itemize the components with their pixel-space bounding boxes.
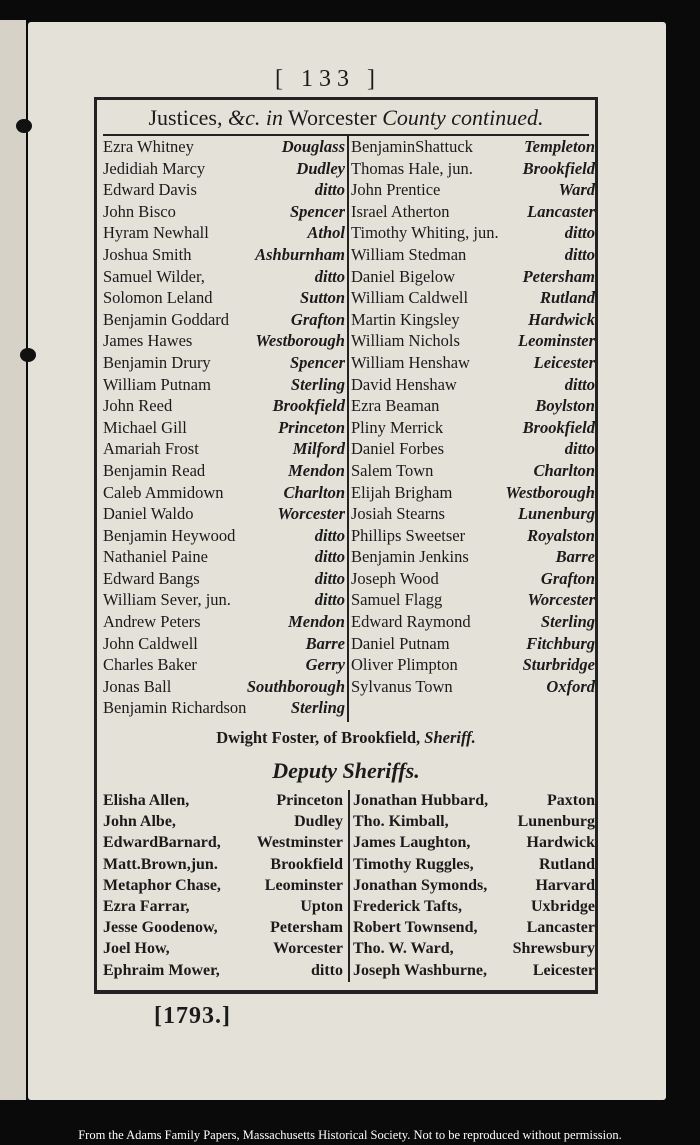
justice-entry: [351, 633, 595, 655]
town-name: Princeton: [276, 792, 343, 809]
person-name: Sylvanus Town: [351, 676, 453, 696]
justice-entry: [103, 201, 345, 223]
person-name: Daniel Putnam: [351, 633, 450, 653]
justice-entry: [351, 654, 595, 676]
person-name: Pliny Merrick: [351, 417, 444, 437]
deputy-entry: [103, 938, 343, 959]
column-divider: [348, 790, 350, 982]
heading-lead: Justices,: [148, 105, 228, 130]
justice-entry: [103, 568, 345, 590]
person-name: John Caldwell: [103, 633, 198, 653]
town-name: Leicester: [533, 352, 595, 372]
town-name: Sterling: [290, 698, 345, 718]
person-name: Ezra Beaman: [351, 396, 440, 416]
justice-entry: [351, 244, 595, 266]
person-name: Jonathan Hubbard,: [353, 792, 489, 809]
person-name: William Putnam: [103, 374, 211, 394]
justice-entry: [351, 676, 595, 698]
town-name: Westborough: [505, 482, 595, 502]
justice-entry: [103, 352, 345, 374]
town-name: Brookfield: [270, 855, 343, 873]
person-name: Martin Kingsley: [351, 309, 460, 329]
town-name: ditto: [314, 547, 345, 567]
person-name: Nathaniel Paine: [103, 547, 208, 567]
person-name: Jonathan Symonds,: [353, 876, 488, 894]
person-name: Benjamin Jenkins: [351, 547, 469, 567]
heading-tail: County continued.: [382, 105, 544, 130]
town-name: Ward: [558, 180, 595, 200]
justice-entry: [103, 589, 345, 611]
town-name: Lancaster: [526, 919, 595, 937]
town-name: Charlton: [283, 482, 345, 502]
person-name: William Caldwell: [351, 288, 469, 308]
person-name: William Stedman: [351, 244, 467, 264]
justice-entry: [103, 330, 345, 352]
justice-entry: [103, 460, 345, 482]
deputies-right-column: [353, 790, 595, 981]
person-name: Elisha Allen,: [103, 792, 190, 809]
person-name: Israel Atherton: [351, 201, 450, 221]
town-name: Sutton: [300, 288, 345, 308]
town-name: Douglass: [281, 137, 345, 156]
justice-entry: [351, 309, 595, 331]
person-name: David Henshaw: [351, 374, 457, 394]
town-name: ditto: [564, 244, 595, 264]
town-name: Hardwick: [526, 834, 595, 852]
person-name: Benjamin Drury: [103, 352, 211, 372]
justice-entry: [103, 482, 345, 504]
adjacent-page-edge: [0, 20, 26, 1100]
binding-hole: [20, 348, 36, 362]
person-name: Edward Davis: [103, 180, 197, 200]
person-name: Charles Baker: [103, 655, 197, 675]
justice-entry: [103, 438, 345, 460]
person-name: Ezra Whitney: [103, 137, 194, 156]
column-divider: [347, 136, 349, 722]
justice-entry: [103, 158, 345, 180]
person-name: Josiah Stearns: [351, 504, 445, 524]
justices-left-column: [103, 136, 345, 719]
town-name: Barre: [305, 633, 345, 653]
person-name: John Reed: [103, 396, 173, 416]
deputy-entry: [353, 811, 595, 832]
person-name: William Henshaw: [351, 352, 470, 372]
town-name: Milford: [292, 439, 345, 459]
town-name: Lancaster: [527, 201, 595, 221]
deputy-entry: [103, 960, 343, 981]
deputy-entry: [353, 896, 595, 917]
person-name: Benjamin Heywood: [103, 525, 236, 545]
justice-entry: [103, 654, 345, 676]
person-name: John Albe,: [103, 813, 176, 831]
town-name: ditto: [314, 568, 345, 588]
deputy-entry: [103, 854, 343, 875]
deputy-entry: [353, 854, 595, 875]
town-name: Paxton: [547, 792, 595, 809]
town-name: Gerry: [305, 655, 345, 675]
justice-entry: [351, 374, 595, 396]
justice-entry: [351, 546, 595, 568]
town-name: Dudley: [294, 813, 343, 831]
person-name: Elijah Brigham: [351, 482, 453, 502]
deputy-entry: [353, 938, 595, 959]
person-name: Oliver Plimpton: [351, 655, 458, 675]
town-name: ditto: [564, 439, 595, 459]
justice-entry: [351, 136, 595, 158]
town-name: Shrewsbury: [512, 940, 595, 958]
person-name: Andrew Peters: [103, 612, 201, 632]
deputy-entry: [103, 790, 343, 811]
deputy-entry: [103, 896, 343, 917]
register-frame: [94, 97, 598, 994]
person-name: Joseph Wood: [351, 568, 439, 588]
town-name: Spencer: [290, 201, 345, 221]
person-name: Joseph Washburne,: [353, 961, 487, 979]
justice-entry: [103, 525, 345, 547]
deputy-entry: [103, 917, 343, 938]
person-name: Robert Townsend,: [353, 919, 478, 937]
justice-entry: [351, 525, 595, 547]
town-name: ditto: [314, 266, 345, 286]
town-name: Mendon: [288, 612, 345, 632]
town-name: ditto: [314, 525, 345, 545]
person-name: Benjamin Read: [103, 460, 206, 480]
town-name: ditto: [564, 223, 595, 243]
person-name: Jonas Ball: [103, 676, 172, 696]
town-name: Harvard: [535, 876, 595, 894]
deputy-entry: [103, 875, 343, 896]
deputy-entry: [353, 960, 595, 981]
town-name: Southborough: [246, 676, 345, 696]
person-name: Frederick Tafts,: [353, 897, 463, 915]
town-name: ditto: [314, 180, 345, 200]
heading-etc: &c. in: [227, 105, 283, 130]
person-name: Jedidiah Marcy: [103, 158, 206, 178]
justice-entry: [351, 395, 595, 417]
town-name: Worcester: [273, 940, 343, 958]
person-name: Amariah Frost: [103, 439, 199, 459]
justice-entry: [103, 611, 345, 633]
town-name: Oxford: [546, 676, 595, 696]
justice-entry: [103, 546, 345, 568]
town-name: Leominster: [264, 876, 343, 894]
justice-entry: [351, 179, 595, 201]
justice-entry: [351, 589, 595, 611]
justice-entry: [103, 395, 345, 417]
town-name: Lunenburg: [517, 504, 595, 524]
town-name: Spencer: [290, 352, 345, 372]
justice-entry: [351, 611, 595, 633]
year-label: [1793.]: [154, 1003, 231, 1029]
person-name: James Hawes: [103, 331, 193, 351]
person-name: Solomon Leland: [103, 288, 213, 308]
deputy-entry: [103, 811, 343, 832]
town-name: Upton: [300, 897, 343, 915]
deputy-entry: [103, 832, 343, 853]
justice-entry: [103, 179, 345, 201]
justice-entry: [351, 287, 595, 309]
town-name: Grafton: [290, 309, 345, 329]
town-name: Petersham: [270, 919, 343, 937]
justice-entry: [351, 222, 595, 244]
justice-entry: [103, 136, 345, 158]
binding-hole: [16, 119, 32, 133]
town-name: Dudley: [296, 158, 345, 178]
person-name: BenjaminShattuck: [351, 137, 473, 156]
deputy-entry: [353, 832, 595, 853]
justice-entry: [351, 266, 595, 288]
town-name: Rutland: [539, 288, 595, 308]
town-name: Charlton: [533, 460, 595, 480]
person-name: Jesse Goodenow,: [103, 919, 218, 937]
town-name: Athol: [307, 223, 345, 243]
town-name: Worcester: [527, 590, 595, 610]
person-name: William Sever, jun.: [103, 590, 231, 610]
justice-entry: [103, 633, 345, 655]
town-name: ditto: [564, 374, 595, 394]
town-name: Sterling: [290, 374, 345, 394]
deputy-entry: [353, 790, 595, 811]
justices-right-column: [351, 136, 595, 697]
person-name: James Laughton,: [353, 834, 471, 852]
person-name: Thomas Hale, jun.: [351, 158, 473, 178]
person-name: Joel How,: [103, 940, 170, 958]
town-name: ditto: [314, 590, 345, 610]
person-name: Tho. Kimball,: [353, 813, 449, 831]
town-name: Brookfield: [522, 417, 595, 437]
sheriff-line: [103, 728, 589, 748]
deputy-sheriffs-heading: Deputy Sheriffs.: [272, 758, 420, 783]
justice-entry: [351, 438, 595, 460]
town-name: Princeton: [278, 417, 345, 437]
person-name: Edward Raymond: [351, 612, 471, 632]
person-name: Ephraim Mower,: [103, 961, 220, 979]
person-name: Hyram Newhall: [103, 223, 209, 243]
person-name: Benjamin Goddard: [103, 309, 230, 329]
justice-entry: [103, 417, 345, 439]
person-name: Michael Gill: [103, 417, 187, 437]
justice-entry: [351, 158, 595, 180]
town-name: Hardwick: [528, 309, 595, 329]
town-name: Brookfield: [272, 396, 345, 416]
town-name: Sturbridge: [522, 655, 595, 675]
town-name: Westminster: [256, 834, 343, 852]
justice-entry: [351, 417, 595, 439]
deputy-entry: [353, 917, 595, 938]
justice-entry: [103, 374, 345, 396]
person-name: Daniel Waldo: [103, 504, 194, 524]
deputies-left-column: [103, 790, 343, 981]
person-name: Caleb Ammidown: [103, 482, 224, 502]
justice-entry: [351, 330, 595, 352]
person-name: Phillips Sweetser: [351, 525, 466, 545]
town-name: Grafton: [540, 568, 595, 588]
sheriff-text: Dwight Foster, of Brookfield,: [216, 728, 425, 747]
person-name: John Bisco: [103, 201, 176, 221]
justice-entry: [103, 503, 345, 525]
justice-entry: [351, 352, 595, 374]
archive-credit: From the Adams Family Papers, Massachusetts Historical Society. Not to be reproduced without permission.: [78, 1128, 622, 1142]
justice-entry: [103, 697, 345, 719]
justice-entry: [351, 482, 595, 504]
person-name: Samuel Flagg: [351, 590, 443, 610]
town-name: Rutland: [538, 855, 595, 873]
town-name: Barre: [555, 547, 595, 567]
sheriff-title: Sheriff.: [424, 728, 476, 747]
town-name: Mendon: [288, 460, 345, 480]
town-name: ditto: [311, 961, 343, 979]
justice-entry: [351, 568, 595, 590]
deputy-entry: [353, 875, 595, 896]
town-name: Petersham: [522, 266, 595, 286]
town-name: Leicester: [532, 961, 595, 979]
justice-entry: [103, 266, 345, 288]
person-name: Joshua Smith: [103, 244, 192, 264]
justice-entry: [103, 676, 345, 698]
person-name: John Prentice: [351, 180, 441, 200]
person-name: Benjamin Richardson: [103, 698, 247, 718]
person-name: Daniel Bigelow: [351, 266, 456, 286]
heading-county: Worcester: [282, 105, 383, 130]
town-name: Uxbridge: [531, 897, 595, 915]
page-number: [ 133 ]: [275, 66, 381, 92]
person-name: Samuel Wilder,: [103, 266, 205, 286]
town-name: Templeton: [524, 137, 595, 156]
justice-entry: [351, 503, 595, 525]
person-name: William Nichols: [351, 331, 460, 351]
justice-entry: [351, 460, 595, 482]
justice-entry: [103, 244, 345, 266]
person-name: Daniel Forbes: [351, 439, 445, 459]
justice-entry: [103, 309, 345, 331]
person-name: Timothy Ruggles,: [353, 855, 474, 873]
town-name: Brookfield: [522, 158, 595, 178]
town-name: Lunenburg: [517, 813, 595, 831]
town-name: Leominster: [518, 331, 595, 351]
justice-entry: [103, 287, 345, 309]
person-name: Timothy Whiting, jun.: [351, 223, 499, 243]
section-heading: [103, 100, 589, 136]
person-name: Metaphor Chase,: [103, 876, 221, 894]
town-name: Westborough: [255, 331, 345, 351]
person-name: Salem Town: [351, 460, 434, 480]
person-name: EdwardBarnard,: [103, 834, 221, 852]
person-name: Edward Bangs: [103, 568, 200, 588]
person-name: Tho. W. Ward,: [353, 940, 454, 958]
town-name: Ashburnham: [255, 244, 345, 264]
person-name: Ezra Farrar,: [103, 897, 190, 915]
justice-entry: [351, 201, 595, 223]
town-name: Boylston: [535, 396, 595, 416]
town-name: Royalston: [527, 525, 595, 545]
town-name: Worcester: [277, 504, 345, 524]
person-name: Matt.Brown,jun.: [103, 855, 218, 873]
town-name: Fitchburg: [526, 633, 595, 653]
town-name: Sterling: [540, 612, 595, 632]
justice-entry: [103, 222, 345, 244]
